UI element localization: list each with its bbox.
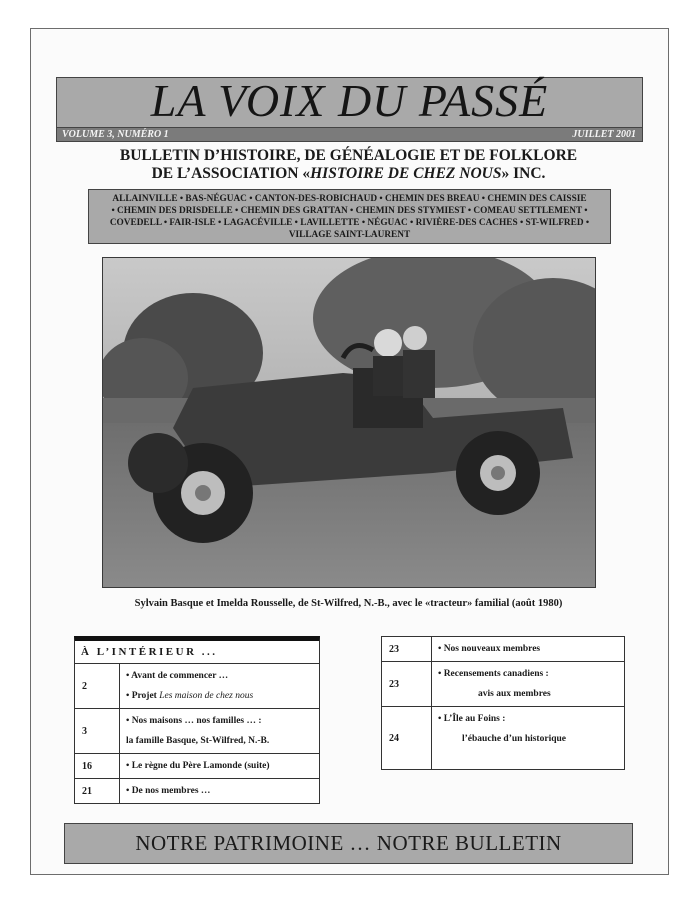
toc-entry: [120, 754, 319, 778]
toc-entry-line: • Le règne du Père Lamonde (suite): [126, 761, 270, 771]
toc-row: [75, 779, 319, 803]
localities-line-3: COVEDELL • FAIR-ISLE • LAGACÉVILLE • LAVILLETTE • NÉGUAC • RIVIÈRE-DES CACHES • ST-WILFRED •: [109, 218, 590, 228]
subtitle-prefix: DE L’ASSOCIATION «: [151, 165, 311, 182]
toc-row: [382, 662, 624, 707]
toc-entry-line: • Nos maisons … nos familles … :: [126, 716, 262, 726]
issue-date: JUILLET 2001: [572, 129, 636, 140]
subtitle-line-1: BULLETIN D’HISTOIRE, DE GÉNÉALOGIE ET DE FOLKLORE: [119, 147, 578, 164]
toc-page-number: 23: [382, 637, 432, 661]
toc-page-number: 21: [75, 779, 120, 803]
association-name: HISTOIRE DE CHEZ NOUS: [310, 165, 502, 182]
toc-entry-line: • Nos nouveaux membres: [438, 644, 541, 654]
toc-entry-line: avis aux membres: [478, 689, 551, 699]
toc-entry: [432, 662, 624, 706]
localities-line-2: • CHEMIN DES DRISDELLE • CHEMIN DES GRATTAN • CHEMIN DES STYMIEST • COMEAU SETTLEMENT •: [111, 206, 588, 216]
toc-entry-italic: Les maison de chez nous: [159, 691, 254, 701]
newsletter-title: LA VOIX DU PASSÉ: [150, 75, 549, 126]
volume-bar: [56, 127, 643, 142]
subtitle-line-2: [56, 165, 641, 183]
toc-row: [382, 637, 624, 662]
toc-page-number: 2: [75, 664, 120, 708]
toc-entry-line: • L’Île au Foins :: [438, 714, 506, 724]
localities-box: [88, 189, 611, 244]
toc-row: [75, 754, 319, 779]
toc-entry-line: la famille Basque, St-Wilfred, N.-B.: [126, 736, 270, 746]
toc-entry-line: • De nos membres …: [126, 786, 211, 796]
table-of-contents-left: [74, 636, 320, 804]
subtitle-suffix: » INC.: [501, 165, 546, 182]
toc-row: [75, 709, 319, 754]
toc-page-number: 23: [382, 662, 432, 706]
toc-entry-spacer: [438, 749, 618, 767]
toc-entry-line: [126, 686, 313, 706]
toc-row: [382, 707, 624, 769]
footer-banner: NOTRE PATRIMOINE … NOTRE BULLETIN: [64, 823, 633, 864]
toc-entry-line: l’ébauche d’un historique: [462, 734, 566, 744]
toc-entry-prefix: • Projet: [126, 691, 160, 701]
toc-entry: [120, 779, 319, 803]
table-of-contents-right: [381, 636, 625, 770]
localities-line-1: ALLAINVILLE • BAS-NÉGUAC • CANTON-DES-ROBICHAUD • CHEMIN DES BREAU • CHEMIN DES CAISSIE: [112, 194, 587, 204]
volume-number: VOLUME 3, NUMÉRO 1: [62, 129, 169, 140]
photo-caption: Sylvain Basque et Imelda Rousselle, de St-Wilfred, N.-B., avec le «tracteur» familial (août 1980): [134, 598, 563, 609]
toc-entry: [120, 664, 319, 708]
toc-entry: [432, 637, 624, 661]
toc-entry: [432, 707, 624, 769]
vintage-car-photo: [103, 258, 595, 587]
toc-page-number: 3: [75, 709, 120, 753]
toc-page-number: 24: [382, 707, 432, 769]
toc-header: À L’INTÉRIEUR ...: [75, 641, 319, 664]
cover-photo: [102, 257, 596, 588]
toc-row: [75, 664, 319, 709]
toc-entry-line: • Avant de commencer …: [126, 671, 229, 681]
localities-line-4: VILLAGE SAINT-LAURENT: [288, 230, 411, 240]
toc-entry-line: • Recensements canadiens :: [438, 669, 549, 679]
masthead: [56, 77, 643, 129]
toc-entry: [120, 709, 319, 753]
toc-page-number: 16: [75, 754, 120, 778]
